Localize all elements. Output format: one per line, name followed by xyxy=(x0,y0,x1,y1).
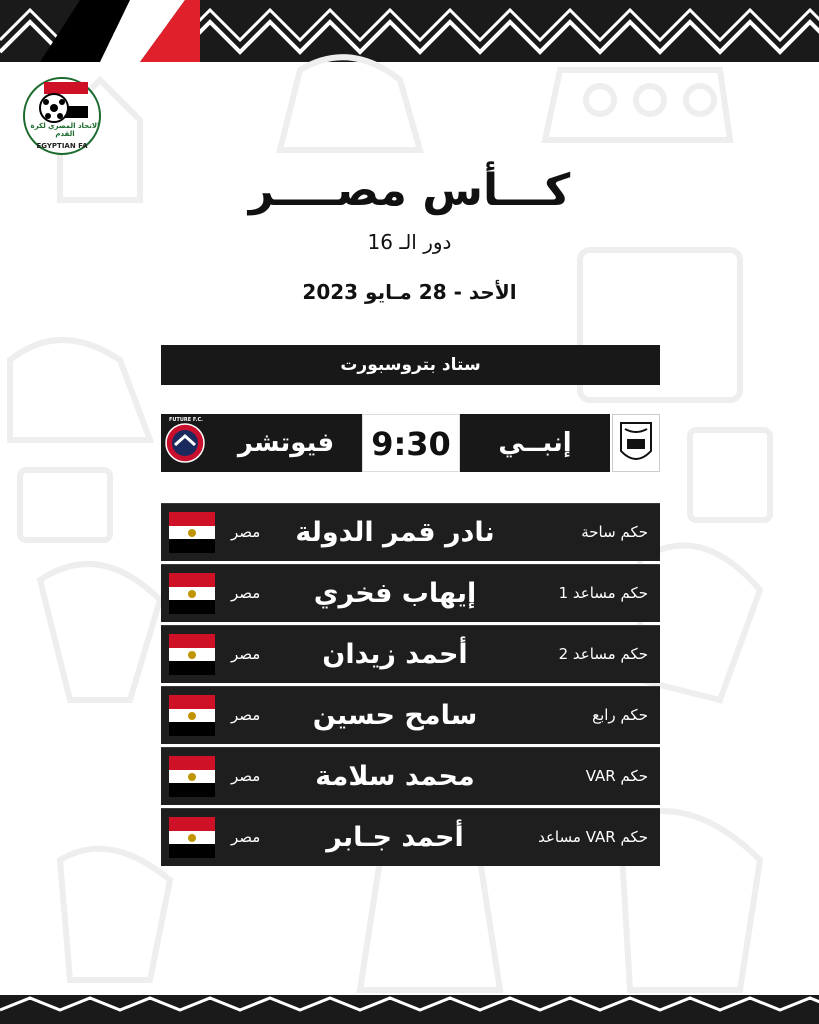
home-team-name: إنبــي xyxy=(460,414,610,472)
fa-logo-english-text: EGYPTIAN FA xyxy=(36,142,88,150)
round-label: دور الـ 16 xyxy=(367,230,452,254)
egypt-flag-icon xyxy=(169,634,215,675)
referee-row xyxy=(161,808,660,866)
referee-role: حكم VAR xyxy=(585,767,648,785)
egypt-flag-icon xyxy=(169,573,215,614)
referee-name: سامح حسين xyxy=(312,700,478,731)
referee-name: نادر قمر الدولة xyxy=(295,517,495,548)
referee-name: أحمد زيدان xyxy=(322,639,468,670)
egypt-flag-icon xyxy=(169,512,215,553)
referee-row xyxy=(161,747,660,805)
referee-name: إيهاب فخري xyxy=(313,578,477,609)
egypt-flag-icon xyxy=(169,756,215,797)
referee-role: حكم مساعد 2 xyxy=(558,645,648,663)
cup-title: كـــأس مصــــر xyxy=(248,165,571,216)
referee-role: حكم ساحة xyxy=(581,523,648,541)
away-team-name: فيوتشر xyxy=(210,414,362,472)
referee-country: مصر xyxy=(231,828,261,846)
egypt-flag-icon xyxy=(169,695,215,736)
referee-row xyxy=(161,686,660,744)
future-fc-logo-text: FUTURE F.C. xyxy=(168,417,204,423)
enppi-logo-icon xyxy=(613,415,659,471)
referee-country: مصر xyxy=(231,584,261,602)
referee-role: حكم مساعد 1 xyxy=(558,584,648,602)
fa-logo-arabic-text: الاتحاد المصري لكرة القدم xyxy=(30,122,100,138)
referee-role: حكم رابع xyxy=(592,706,648,724)
venue-bar: ستاد بتروسبورت xyxy=(161,345,660,385)
referee-country: مصر xyxy=(231,645,261,663)
egypt-flag-icon xyxy=(169,817,215,858)
kickoff-time: 9:30 xyxy=(362,414,460,472)
referee-name: محمد سلامة xyxy=(315,761,475,792)
match-date: الأحد - 28 مـايو 2023 xyxy=(302,280,517,304)
referee-country: مصر xyxy=(231,523,261,541)
referee-row xyxy=(161,625,660,683)
referee-country: مصر xyxy=(231,767,261,785)
referee-name: أحمد جـابر xyxy=(326,822,464,853)
referee-country: مصر xyxy=(231,706,261,724)
enppi-logo xyxy=(612,414,660,472)
egyptian-fa-logo xyxy=(22,76,102,156)
referee-row xyxy=(161,503,660,561)
referee-role: حكم VAR مساعد xyxy=(538,828,648,846)
referee-row xyxy=(161,564,660,622)
